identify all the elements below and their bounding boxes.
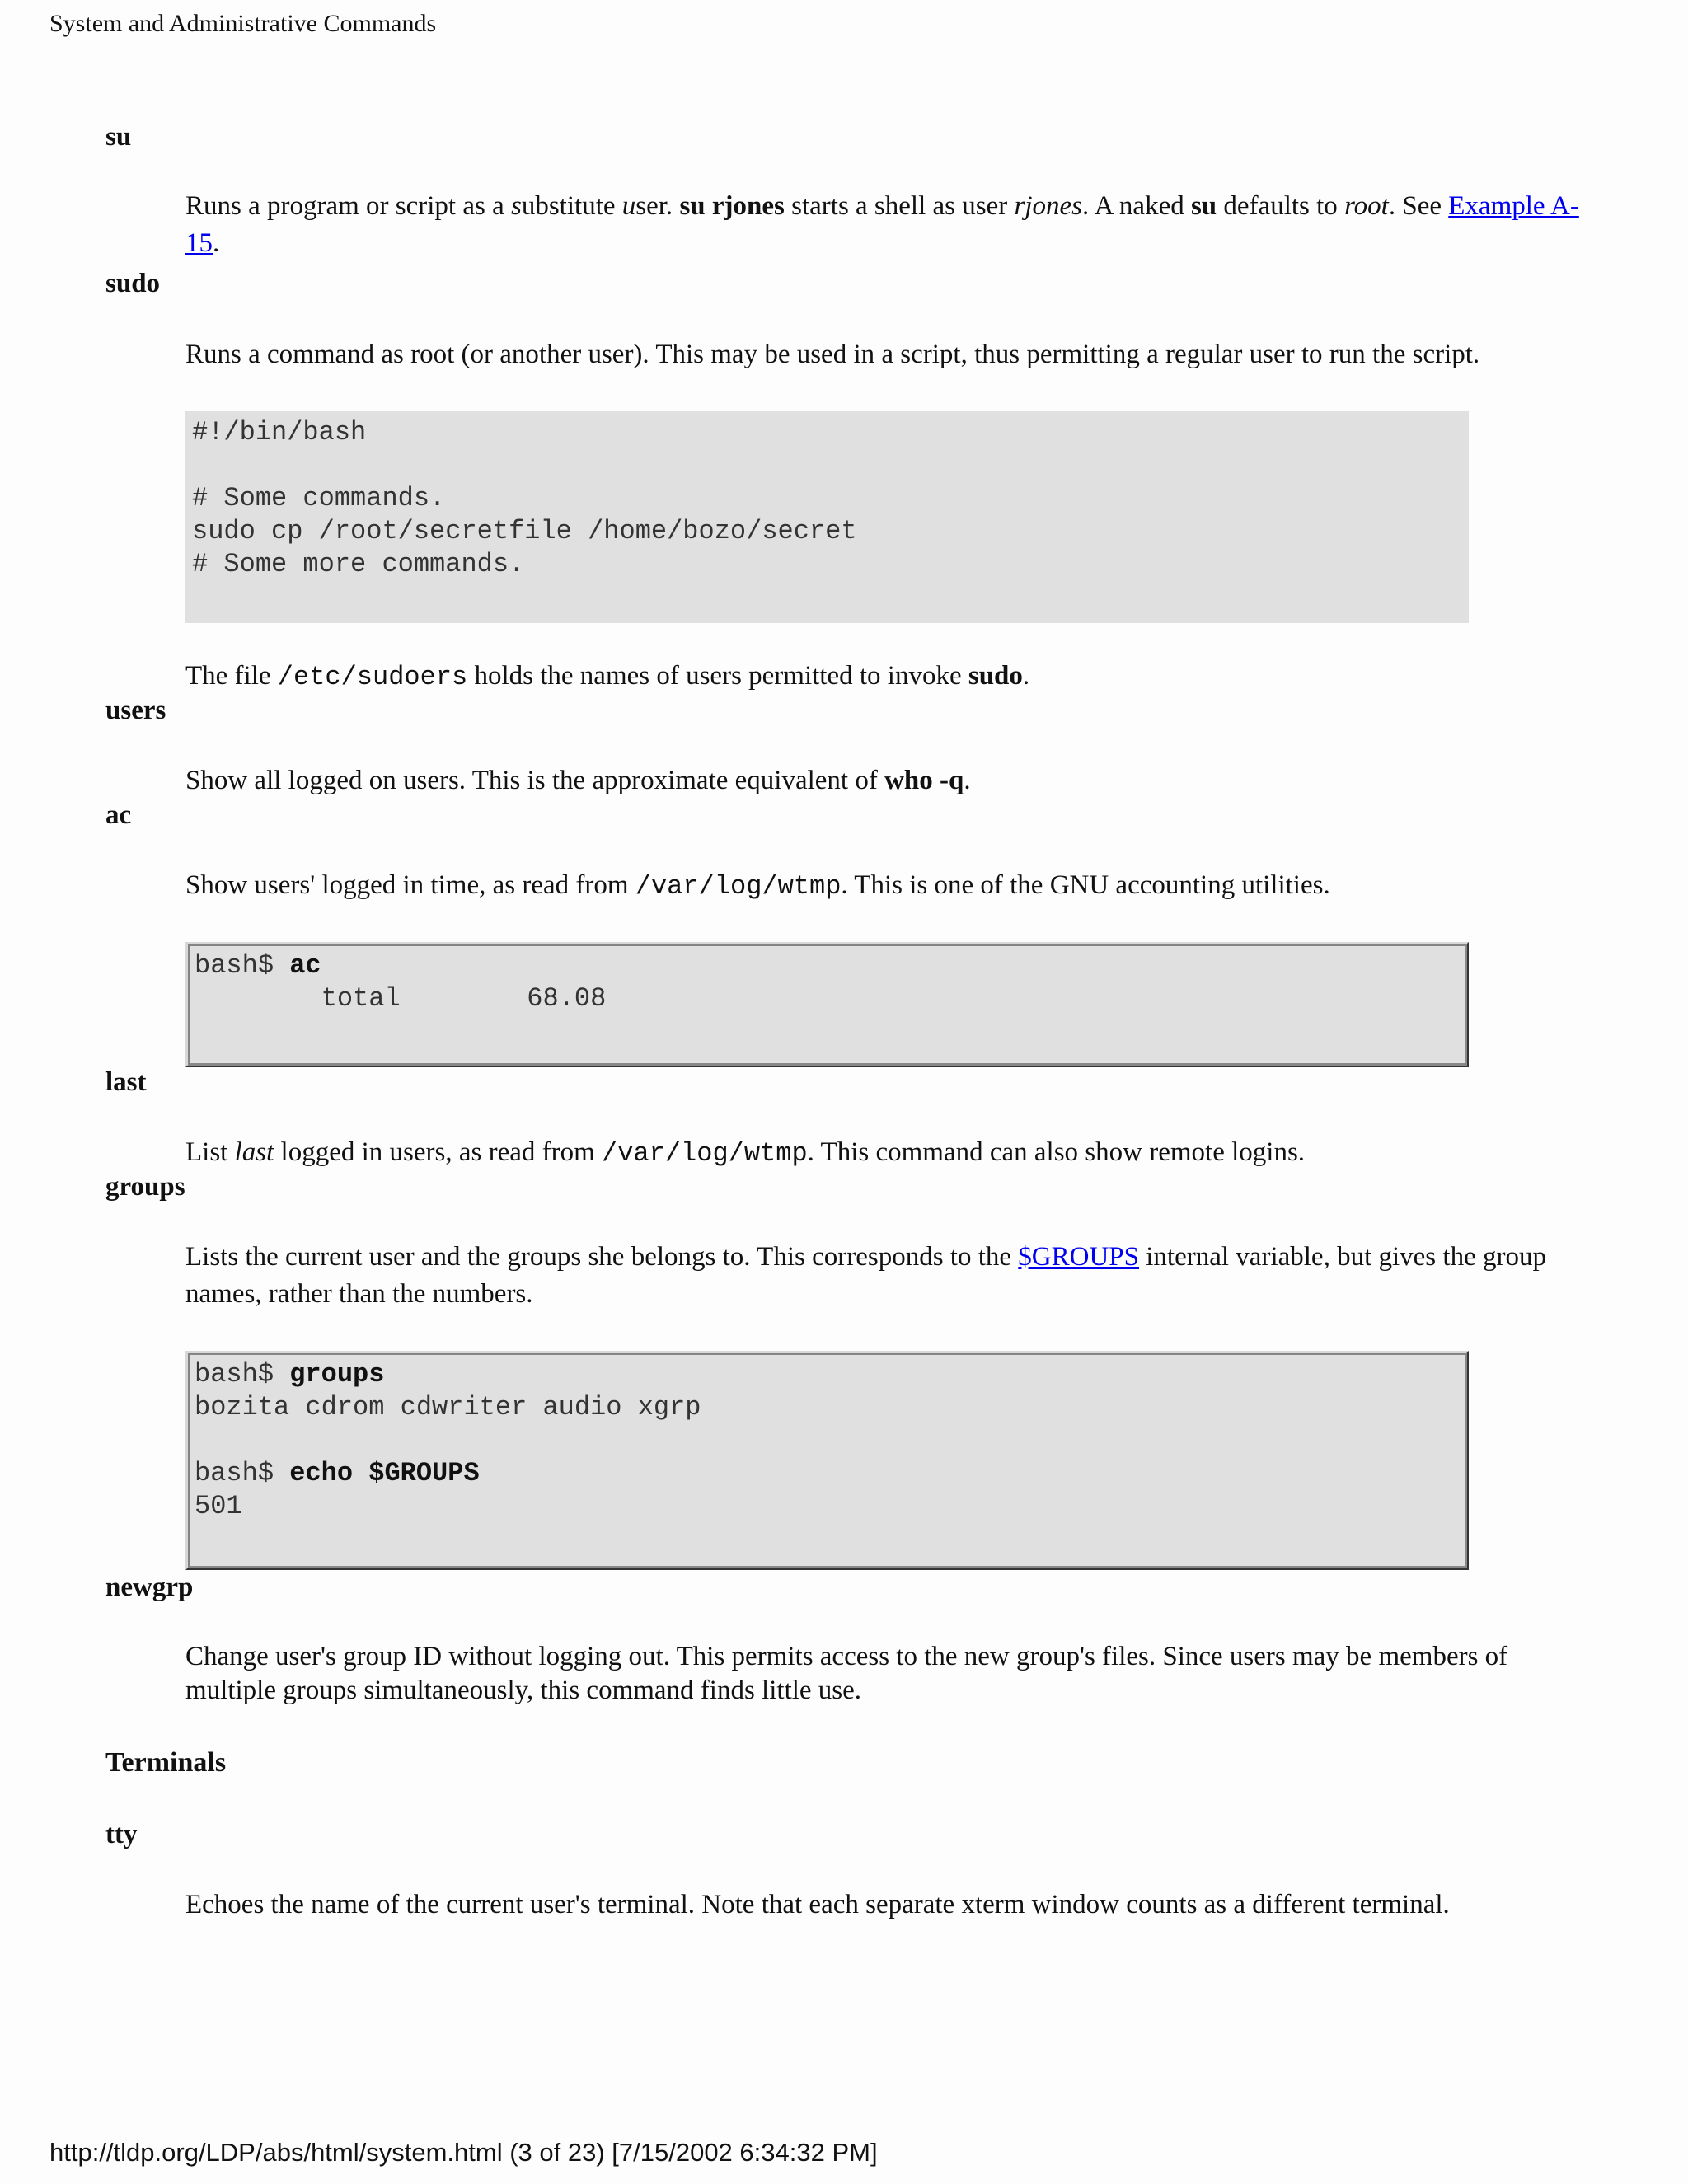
term-ac: ac <box>106 800 132 830</box>
newgrp-description: Change user's group ID without logging out. This permits access to the new group's files. Since users may be members of multiple groups simultaneously, this command finds little use. <box>185 1642 1508 1705</box>
example-a15-link[interactable]: Example A-15 <box>185 191 1579 258</box>
section-heading-terminals: Terminals <box>106 1747 227 1778</box>
tty-description: Echoes the name of the current user's terminal. Note that each separate xterm window counts as a different terminal. <box>185 1890 1450 1919</box>
sudo-note: The file /etc/sudoers holds the names of users permitted to invoke sudo. <box>185 661 1030 692</box>
su-description: Runs a program or script as a substitute user. su rjones starts a shell as user rjones. A naked su defaults to root. See Example A-15. <box>185 191 1579 258</box>
term-su: su <box>106 122 132 152</box>
term-tty: tty <box>106 1820 138 1849</box>
last-description: List last logged in users, as read from /var/log/wtmp. This command can also show remote logins. <box>185 1137 1306 1169</box>
sudo-code-block: #!/bin/bash # Some commands. sudo cp /root/secretfile /home/bozo/secret # Some more commands. <box>185 411 1469 623</box>
ac-output-block: bash$ ac total 68.08 <box>185 942 1469 1067</box>
term-sudo: sudo <box>106 269 161 298</box>
groups-description: Lists the current user and the groups she belongs to. This corresponds to the $GROUPS internal variable, but gives the group names, rather than the numbers. <box>185 1242 1546 1309</box>
groups-output-block: bash$ groups bozita cdrom cdwriter audio xgrp bash$ echo $GROUPS 501 <box>185 1351 1469 1570</box>
page-footer-url: http://tldp.org/LDP/abs/html/system.html (3 of 23) [7/15/2002 6:34:32 PM] <box>49 2138 878 2167</box>
term-users: users <box>106 696 166 725</box>
ac-description: Show users' logged in time, as read from /var/log/wtmp. This is one of the GNU accounting utilities. <box>185 870 1330 902</box>
term-newgrp: newgrp <box>106 1572 194 1602</box>
groups-variable-link[interactable]: $GROUPS <box>1018 1242 1140 1272</box>
users-description: Show all logged on users. This is the approximate equivalent of who -q. <box>185 766 971 795</box>
page-header: System and Administrative Commands <box>49 10 437 37</box>
sudo-description: Runs a command as root (or another user). This may be used in a script, thus permitting a regular user to run the script. <box>185 340 1480 369</box>
term-groups: groups <box>106 1172 185 1202</box>
term-last: last <box>106 1067 147 1097</box>
